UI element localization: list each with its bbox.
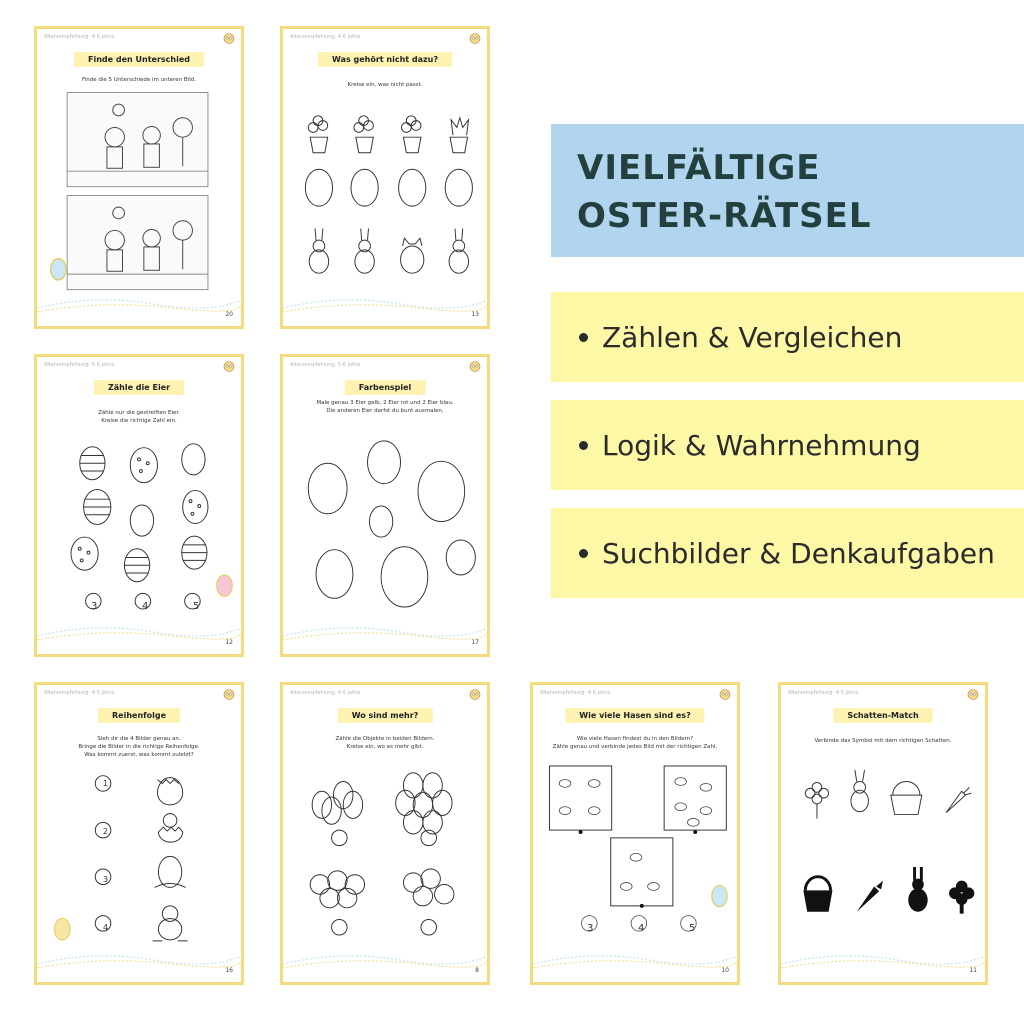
egg-coloring-illustrations (283, 357, 487, 654)
decorative-wave (37, 622, 241, 642)
feature-item-counting (551, 292, 1024, 382)
worksheet-page-schatten-match (778, 682, 988, 985)
worksheet-page-was-gehoert-nicht-dazu (280, 26, 490, 329)
answer-option-4[interactable]: 4 (638, 923, 645, 934)
answer-option-5[interactable]: 5 (193, 601, 200, 612)
comparison-illustrations (283, 685, 487, 982)
decorative-wave (781, 950, 985, 970)
page-title: Wie viele Hasen sind es? (565, 708, 704, 723)
decorative-wave (283, 622, 487, 642)
decorative-wave (37, 950, 241, 970)
page-title: Wo sind mehr? (338, 708, 433, 723)
egg-counting-illustrations (37, 357, 241, 654)
sequence-illustrations (37, 685, 241, 982)
worksheet-page-wie-viele-hasen (530, 682, 740, 985)
page-instructions: Finde die 5 Unterschiede im unteren Bild. (82, 77, 196, 83)
worksheet-page-farbenspiel (280, 354, 490, 657)
worksheet-page-reihenfolge (34, 682, 244, 985)
age-label: Altersempfehlung: 4-5 Jahre (290, 690, 361, 696)
feature-item-puzzles (551, 508, 1024, 598)
decorative-wave (37, 294, 241, 314)
page-title: Reihenfolge (98, 708, 180, 723)
sequence-number-2[interactable]: 2 (103, 827, 109, 836)
feature-label: Suchbilder & Denkaufgaben (602, 536, 995, 570)
answer-option-3[interactable]: 3 (91, 601, 98, 612)
bullet-icon (579, 549, 588, 558)
page-instructions: Zähle die Objekte in beiden Bildern. Kreise ein, wo es mehr gibt. (335, 736, 435, 750)
bunny-counting-illustrations (533, 685, 737, 982)
decorative-wave (283, 294, 487, 314)
page-number: 11 (969, 967, 977, 974)
promo-headline-box (551, 124, 1024, 257)
feature-item-logic (551, 400, 1024, 490)
age-label: Altersempfehlung: 5-6 Jahre (290, 362, 361, 368)
page-instructions: Kreise ein, was nicht passt. (347, 82, 423, 88)
page-number: 16 (225, 967, 233, 974)
page-instructions: Male genau 3 Eier gelb, 2 Eier rot und 2 Eier blau. Die anderen Eier darfst du bunt ausmalen. (316, 400, 454, 414)
age-label: Altersempfehlung: 4-6 Jahre (44, 34, 115, 40)
headline-line-1: VIELFÄLTIGE (577, 148, 821, 188)
bullet-icon (579, 441, 588, 450)
decorative-wave (533, 950, 737, 970)
answer-option-5[interactable]: 5 (689, 923, 696, 934)
age-label: Altersempfehlung: 4-6 Jahre (290, 34, 361, 40)
page-title: Farbenspiel (345, 380, 426, 395)
answer-option-3[interactable]: 3 (587, 923, 594, 934)
page-instructions: Verbinde das Symbol mit dem richtigen Schatten. (814, 738, 952, 744)
feature-label: Zählen & Vergleichen (602, 320, 903, 354)
page-title: Was gehört nicht dazu? (318, 52, 452, 67)
age-label: Altersempfehlung: 5-6 Jahre (44, 362, 115, 368)
bullet-icon (579, 333, 588, 342)
page-instructions: Sieh dir die 4 Bilder genau an. Bringe die Bilder in die richtige Reihenfolge. Was kommt zuerst, was kommt zuletzt? (78, 736, 200, 758)
sequence-number-3[interactable]: 3 (103, 875, 109, 884)
sequence-number-1[interactable]: 1 (103, 779, 109, 788)
worksheet-page-finde-den-unterschied (34, 26, 244, 329)
page-number: 12 (225, 639, 233, 646)
worksheet-page-zaehle-die-eier (34, 354, 244, 657)
odd-one-out-illustrations (283, 29, 487, 326)
page-instructions: Zähle nur die gestreiften Eier. Kreise die richtige Zahl ein. (98, 410, 180, 424)
spot-the-difference-illustrations (37, 29, 241, 326)
headline-line-2: OSTER-RÄTSEL (577, 196, 872, 236)
page-number: 20 (225, 311, 233, 318)
feature-label: Logik & Wahrnehmung (602, 428, 921, 462)
page-number: 13 (471, 311, 479, 318)
age-label: Altersempfehlung: 4-6 Jahre (540, 690, 611, 696)
page-title: Schatten-Match (833, 708, 932, 723)
shadow-match-illustrations (781, 685, 985, 982)
sequence-number-4[interactable]: 4 (103, 923, 109, 932)
decorative-wave (283, 950, 487, 970)
page-number: 8 (475, 967, 479, 974)
page-number: 17 (471, 639, 479, 646)
answer-option-4[interactable]: 4 (142, 601, 149, 612)
age-label: Altersempfehlung: 4-5 Jahre (44, 690, 115, 696)
worksheet-page-wo-sind-mehr (280, 682, 490, 985)
page-instructions: Wie viele Hasen findest du in den Bildern? Zähle genau und verbinde jedes Bild mit der richtigen Zahl. (552, 736, 718, 750)
age-label: Altersempfehlung: 4-5 Jahre (788, 690, 859, 696)
page-number: 10 (721, 967, 729, 974)
page-title: Finde den Unterschied (74, 52, 204, 67)
page-title: Zähle die Eier (94, 380, 184, 395)
